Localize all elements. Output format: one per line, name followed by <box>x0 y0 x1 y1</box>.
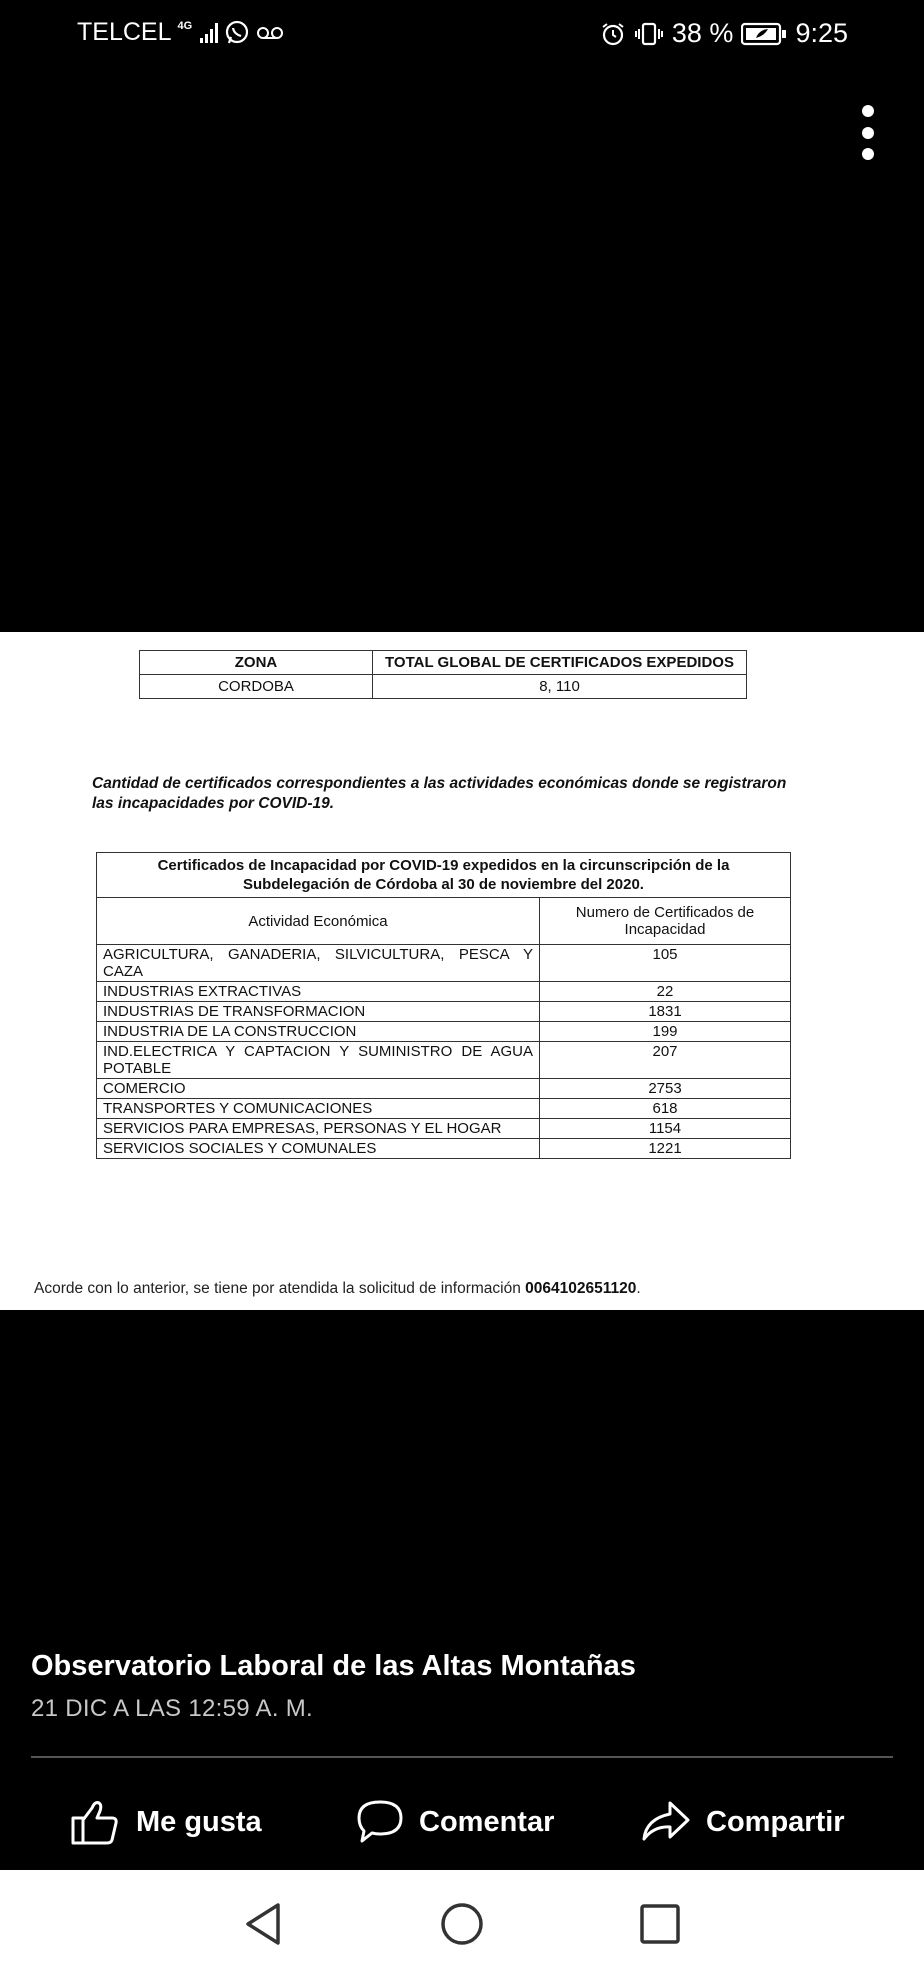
row-count: 1221 <box>540 1139 791 1159</box>
post-image[interactable] <box>0 632 924 1310</box>
zone-table <box>139 650 747 699</box>
table-row <box>97 1139 791 1159</box>
col-activity: Actividad Económica <box>97 898 540 945</box>
row-activity: INDUSTRIAS EXTRACTIVAS <box>97 982 540 1002</box>
header-zona: ZONA <box>140 651 373 675</box>
note-text: Cantidad de certificados correspondientes a las actividades económicas donde se registraron las incapacidades por COVID-19. <box>92 775 787 812</box>
back-icon[interactable] <box>242 1900 286 1948</box>
status-right <box>600 18 848 49</box>
comment-button[interactable] <box>355 1798 554 1846</box>
table-row <box>97 945 791 982</box>
home-icon[interactable] <box>438 1900 486 1948</box>
table-row <box>97 982 791 1002</box>
table-row <box>97 1079 791 1099</box>
footer-prefix: Acorde con lo anterior, se tiene por atendida la solicitud de información <box>34 1280 526 1297</box>
total-value: 8, 110 <box>373 675 747 699</box>
table-row <box>97 1022 791 1042</box>
row-count: 1831 <box>540 1002 791 1022</box>
table-row <box>97 1119 791 1139</box>
row-count: 618 <box>540 1099 791 1119</box>
status-bar <box>0 0 924 70</box>
navigation-bar <box>0 1870 924 1978</box>
divider <box>31 1756 893 1758</box>
row-activity: INDUSTRIA DE LA CONSTRUCCION <box>97 1022 540 1042</box>
comment-icon <box>355 1798 405 1846</box>
network-type: 4G <box>177 20 193 32</box>
page-name[interactable]: Observatorio Laboral de las Altas Montañas <box>31 1650 636 1682</box>
header-total: TOTAL GLOBAL DE CERTIFICADOS EXPEDIDOS <box>373 651 747 675</box>
carrier-name: TELCEL <box>77 18 172 46</box>
row-activity: SERVICIOS PARA EMPRESAS, PERSONAS Y EL HOGAR <box>97 1119 540 1139</box>
row-count: 207 <box>540 1042 791 1079</box>
row-activity: TRANSPORTES Y COMUNICACIONES <box>97 1099 540 1119</box>
vibrate-icon <box>634 21 664 47</box>
row-activity: AGRICULTURA, GANADERIA, SILVICULTURA, PESCA Y CAZA <box>97 945 540 982</box>
footer-text <box>34 1280 641 1298</box>
post-timestamp: 21 DIC A LAS 12:59 A. M. <box>31 1695 314 1722</box>
row-count: 1154 <box>540 1119 791 1139</box>
thumbs-up-icon <box>70 1798 122 1846</box>
row-count: 2753 <box>540 1079 791 1099</box>
alarm-icon <box>600 21 626 47</box>
row-count: 199 <box>540 1022 791 1042</box>
footer-end: . <box>636 1280 641 1297</box>
whatsapp-icon <box>224 20 250 46</box>
row-count: 105 <box>540 945 791 982</box>
row-activity: IND.ELECTRICA Y CAPTACION Y SUMINISTRO DE AGUA POTABLE <box>97 1042 540 1079</box>
table-row <box>97 1099 791 1119</box>
row-count: 22 <box>540 982 791 1002</box>
table-row <box>97 1002 791 1022</box>
share-button[interactable] <box>640 1798 845 1846</box>
battery-percent: 38 % <box>671 18 734 48</box>
col-count: Numero de Certificados de Incapacidad <box>540 898 791 945</box>
table-row <box>97 1042 791 1079</box>
signal-icon <box>200 23 218 43</box>
table-caption: Certificados de Incapacidad por COVID-19 expedidos en la circunscripción de la Subdelegación de Córdoba al 30 de noviembre del 2020. <box>97 853 791 898</box>
post-actions <box>0 1790 924 1846</box>
more-options-icon[interactable] <box>862 105 874 160</box>
certificates-table <box>96 852 791 1159</box>
battery-icon <box>741 22 787 46</box>
like-button[interactable] <box>70 1798 262 1846</box>
comment-label: Comentar <box>419 1805 555 1838</box>
voicemail-icon <box>256 25 284 41</box>
status-left <box>77 18 284 47</box>
like-label: Me gusta <box>136 1805 262 1838</box>
share-icon <box>640 1798 692 1846</box>
share-label: Compartir <box>706 1805 845 1838</box>
row-activity: INDUSTRIAS DE TRANSFORMACION <box>97 1002 540 1022</box>
request-number: 0064102651120 <box>525 1280 637 1297</box>
zona-value: CORDOBA <box>140 675 373 699</box>
clock: 9:25 <box>795 18 848 48</box>
recents-icon[interactable] <box>636 1900 684 1948</box>
row-activity: SERVICIOS SOCIALES Y COMUNALES <box>97 1139 540 1159</box>
row-activity: COMERCIO <box>97 1079 540 1099</box>
